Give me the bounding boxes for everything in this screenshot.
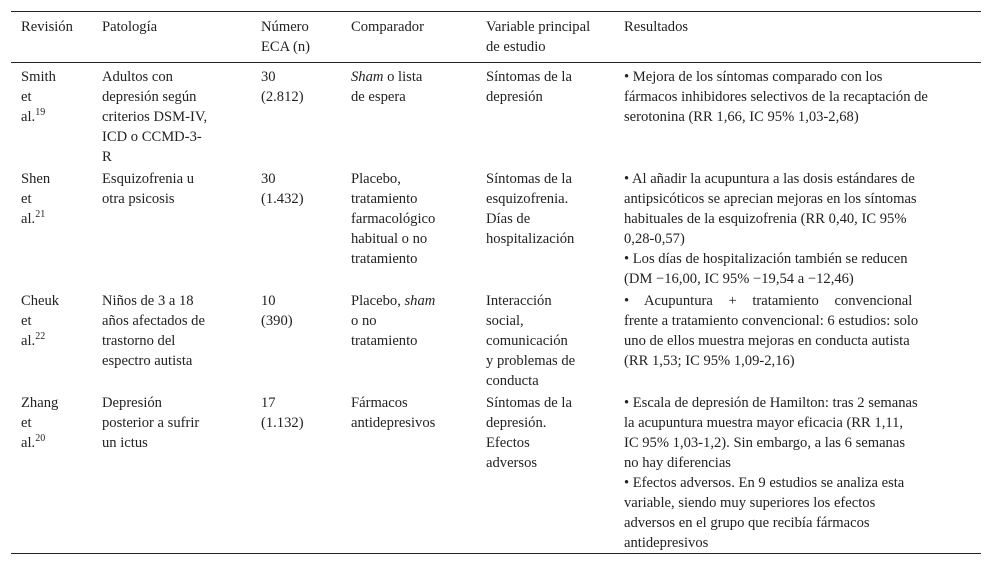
cell-revision: Smith et al.$^{19}$: [21, 69, 56, 125]
cell-comparador: Placebo, tratamiento farmacológico habitual o no tratamiento: [351, 171, 436, 267]
cell-numero: 30 (2.812): [261, 69, 304, 105]
cell-numero: 17 (1.132): [261, 395, 304, 431]
header-resultados: Resultados: [624, 19, 689, 35]
cell-patologia: Adultos con depresión según criterios DSM-IV, ICD o CCMD-3- R: [102, 69, 208, 165]
header-variable: Variable principal de estudio: [486, 19, 591, 55]
header-comparador: Comparador: [351, 19, 424, 35]
table-header: [11, 12, 981, 63]
cell-comparador: Fármacos antidepresivos: [351, 395, 436, 431]
reference-number: 22: [35, 331, 46, 343]
results-table: [11, 11, 981, 554]
cell-comparador: Sham o lista de espera: [351, 69, 423, 105]
cell-patologia: Esquizofrenia u otra psicosis: [102, 171, 194, 207]
reference-number: 21: [35, 209, 46, 221]
cell-patologia: Niños de 3 a 18 años afectados de trastorno del espectro autista: [102, 293, 205, 369]
cell-revision: Shen et al.$^{21}$: [21, 171, 51, 227]
header-numero: Número ECA (n): [261, 19, 311, 55]
cell-revision: Zhang et al.$^{20}$: [21, 395, 59, 451]
reference-number: 19: [35, 107, 46, 119]
table-row: [11, 391, 981, 554]
cell-resultados: • Acupuntura + tratamiento convencional frente a tratamiento convencional: 6 estudios: solo uno de ellos muestra mejoras en conducta autista (RR 1,53; IC 95% 1,09-2,16): [624, 293, 919, 369]
table-row: [11, 167, 981, 289]
reference-number: 20: [35, 433, 46, 445]
cell-resultados: • Al añadir la acupuntura a las dosis estándares de antipsicóticos se aprecian mejoras en los síntomas habituales de la esquizofrenia (RR 0,40, IC 95% 0,28-0,57) • Los días de hospitalización también se reducen (DM −16,00, IC 95% −19,54 a −12,46): [624, 171, 917, 287]
cell-patologia: Depresión posterior a sufrir un ictus: [102, 395, 200, 451]
table-row: [11, 289, 981, 391]
cell-variable: Síntomas de la depresión: [486, 69, 572, 105]
cell-resultados: • Mejora de los síntomas comparado con los fármacos inhibidores selectivos de la recaptación de serotonina (RR 1,66, IC 95% 1,03-2,68): [624, 69, 928, 125]
cell-comparador: Placebo, sham o no tratamiento: [351, 293, 436, 349]
cell-numero: 10 (390): [261, 293, 293, 329]
cell-variable: Síntomas de la depresión. Efectos adversos: [486, 395, 572, 471]
cell-numero: 30 (1.432): [261, 171, 304, 207]
cell-resultados: • Escala de depresión de Hamilton: tras 2 semanas la acupuntura muestra mayor eficacia (RR 1,11, IC 95% 1,03-1,2). Sin embargo, a las 6 semanas no hay diferencias • Efectos adversos. En 9 estudios se analiza esta variable, siendo muy superiores los efectos adversos en el grupo que recibía fármacos antidepresivos: [624, 395, 918, 551]
header-patologia: Patología: [102, 19, 158, 35]
table-row: [11, 63, 981, 168]
cell-variable: Síntomas de la esquizofrenia. Días de hospitalización: [486, 171, 575, 247]
cell-revision: Cheuk et al.$^{22}$: [21, 293, 60, 349]
header-revision: Revisión: [21, 19, 73, 35]
cell-variable: Interacción social, comunicación y problemas de conducta: [486, 293, 576, 389]
